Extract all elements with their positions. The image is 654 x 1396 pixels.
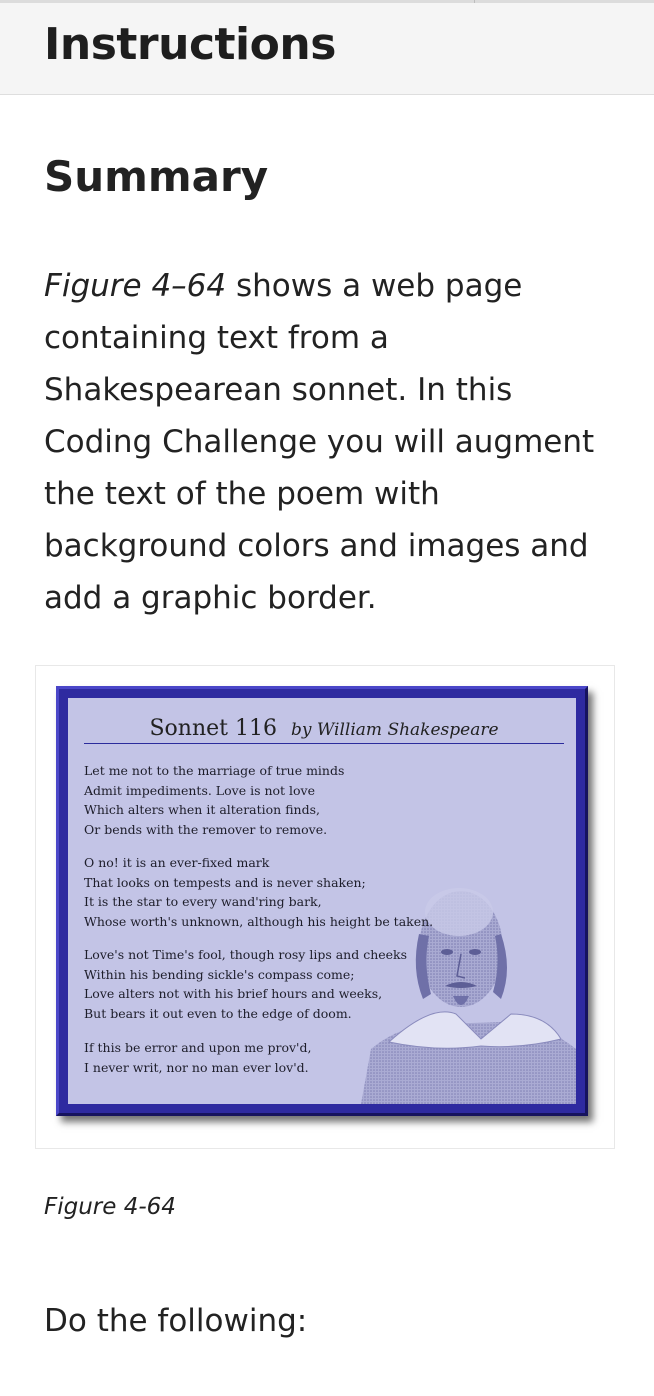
poem-title-line — [84, 716, 564, 744]
poem-line: Within his bending sickle's compass come; — [84, 966, 355, 982]
poem-line: Which alters when it alteration finds, — [84, 802, 320, 817]
summary-paragraph — [44, 260, 624, 624]
poem-title: Sonnet 116 — [149, 716, 277, 741]
poem-line: Love's not Time's fool, though rosy lips and cheeks — [84, 947, 408, 962]
figure-image — [35, 665, 615, 1149]
poem-line: But bears it out even to the edge of doom. — [84, 1005, 352, 1021]
stanza-3 — [84, 945, 407, 1023]
page-title: Instructions — [44, 19, 336, 70]
figure-caption: Figure 4-64 — [44, 1194, 176, 1220]
instructions-header — [0, 3, 654, 95]
summary-heading: Summary — [44, 152, 269, 201]
poem-border-frame — [56, 686, 588, 1116]
poem-line: It is the star to every wand'ring bark, — [84, 894, 322, 909]
stanza-2 — [84, 853, 433, 931]
stanza-1 — [84, 761, 344, 839]
poem-line: If this be error and upon me prov'd, — [84, 1040, 312, 1055]
poem-line: O no! it is an ever-fixed mark — [84, 855, 270, 870]
poem-line: That looks on tempests and is never shaken; — [84, 874, 366, 890]
stanza-4 — [84, 1038, 311, 1077]
poem-panel — [68, 698, 576, 1104]
poem-line: Love alters not with his brief hours and weeks, — [84, 986, 383, 1001]
poem-line: Let me not to the marriage of true minds — [84, 763, 345, 778]
poem-author: by William Shakespeare — [290, 720, 499, 740]
summary-body: shows a web page containing text from a Shakespearean sonnet. In this Coding Challenge you will augment the text of the poem with background colors and images and add a graphic border. — [44, 268, 595, 616]
poem-line: Or bends with the remover to remove. — [84, 821, 328, 837]
poem-line: Admit impediments. Love is not love — [84, 782, 316, 798]
poem-line: Whose worth's unknown, although his height be taken. — [84, 913, 434, 929]
figure-reference: Figure 4–64 — [44, 268, 227, 304]
do-the-following-label: Do the following: — [44, 1303, 308, 1339]
poem-line: I never writ, nor no man ever lov'd. — [84, 1059, 309, 1075]
